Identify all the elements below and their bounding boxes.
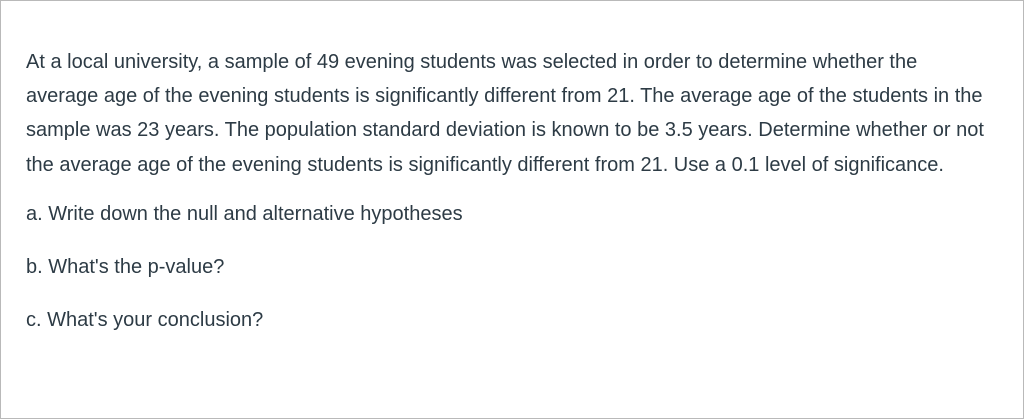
problem-statement: At a local university, a sample of 49 evening students was selected in order to determine whether the average age of the evening students is significantly different from 21. The average age of the students in the sample was 23 years. The population standard deviation is known to be 3.5 years. Determine whether or not the average age of the evening students is significantly different from 21. Use a 0.1 level of significance.: [26, 51, 984, 176]
question-b: b. What's the p-value?: [26, 256, 225, 279]
question-body: [26, 45, 986, 356]
question-a: a. Write down the null and alternative hypotheses: [26, 202, 463, 225]
question-c: c. What's your conclusion?: [26, 309, 264, 332]
